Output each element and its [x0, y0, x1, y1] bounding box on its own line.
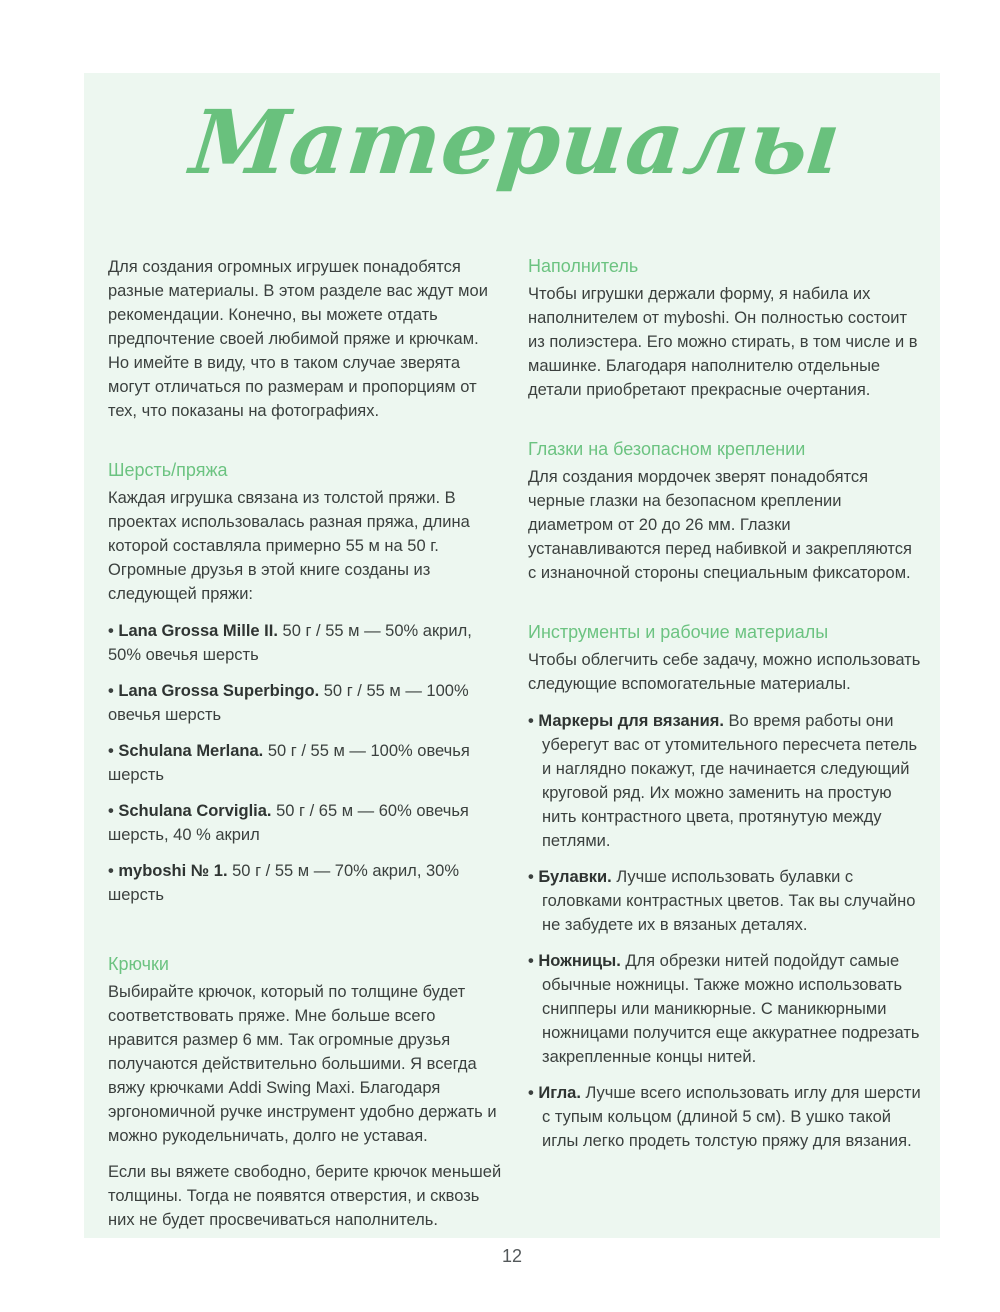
tool-item-desc: Для обрезки нитей подойдут самые обычные ножницы. Также можно использовать снипперы или маникюрные. С маникюрными ножницами получится еще аккуратнее подрезать закрепленные концы нитей.: [542, 952, 920, 1066]
hooks-paragraph-1: Выбирайте крючок, который по толщине будет соответствовать пряже. Мне больше всего нравится размер 6 мм. Так огромные друзья получаются действительно большими. Я всегда вяжу крючками Addi Swing Maxi. Благодаря эргономичной ручке инструмент удобно держать и можно рукодельничать, долго не уставая.: [108, 983, 497, 1145]
yarn-item-name: Schulana Merlana.: [118, 742, 264, 760]
yarn-list: [108, 619, 504, 907]
yarn-list-item: [108, 739, 504, 787]
yarn-item-spec: 50 г / 55 м — 100% овечья шерсть: [108, 742, 470, 784]
tools-paragraph: Чтобы облегчить себе задачу, можно использовать следующие вспомогательные материалы.: [528, 651, 921, 693]
section-heading-eyes: Глазки на безопасном креплении: [528, 439, 806, 459]
page-panel: [84, 73, 940, 1238]
yarn-item-name: Lana Grossa Mille II.: [118, 622, 278, 640]
tools-list-item: [528, 949, 924, 1069]
tools-list-item: [528, 709, 924, 853]
tools-list: [528, 709, 924, 1153]
tool-item-desc: Лучше использовать булавки с головками контрастных цветов. Так вы случайно не забудете их в вязаных деталях.: [542, 868, 916, 934]
tools-list-item: [528, 1081, 924, 1153]
section-heading-tools: Инструменты и рабочие материалы: [528, 622, 829, 642]
yarn-item-name: Schulana Corviglia.: [118, 802, 272, 820]
yarn-paragraph: Каждая игрушка связана из толстой пряжи. В проектах использовалась разная пряжа, длина которой составляла примерно 55 м на 50 г. Огромные друзья в этой книге созданы из следующей пряжи:: [108, 489, 470, 603]
tool-item-name: Маркеры для вязания.: [538, 712, 724, 730]
tool-item-desc: Во время работы они уберегут вас от утомительного пересчета петель и наглядно покажут, где начинается следующий круговой ряд. Их можно заменить на простую нить контрастного цвета, протянутую между петлями.: [542, 712, 918, 850]
section-heading-hooks: Крючки: [108, 954, 169, 974]
yarn-item-spec: 50 г / 55 м — 50% акрил, 50% овечья шерсть: [108, 622, 472, 664]
tools-list-item: [528, 865, 924, 937]
yarn-list-item: [108, 859, 504, 907]
yarn-item-spec: 50 г / 55 м — 100% овечья шерсть: [108, 682, 469, 724]
yarn-item-spec: 50 г / 65 м — 60% овечья шерсть, 40 % акрил: [108, 802, 469, 844]
right-column: [528, 255, 924, 1232]
tool-item-name: Игла.: [538, 1084, 581, 1102]
yarn-item-name: myboshi № 1.: [118, 862, 228, 880]
tool-item-desc: Лучше всего использовать иглу для шерсти с тупым кольцом (длиной 5 см). В ушко такой иглы легко продеть толстую пряжу для вязания.: [542, 1084, 921, 1150]
filler-paragraph: Чтобы игрушки держали форму, я набила их наполнителем от myboshi. Он полностью состоит из полиэстера. Его можно стирать, в том числе и в машинке. Благодаря наполнителю отдельные детали приобретают прекрасные очертания.: [528, 285, 918, 399]
yarn-item-name: Lana Grossa Superbingo.: [118, 682, 320, 700]
section-heading-yarn: Шерсть/пряжа: [108, 460, 228, 480]
tool-item-name: Ножницы.: [538, 952, 621, 970]
intro-paragraph: Для создания огромных игрушек понадобятся разные материалы. В этом разделе вас ждут мои рекомендации. Конечно, вы можете отдать предпочтение своей любимой пряже и крючкам. Но имейте в виду, что в таком случае зверята могут отличаться по размерам и пропорциям от тех, что показаны на фотографиях.: [108, 258, 488, 420]
yarn-list-item: [108, 619, 504, 667]
page-number: 12: [501, 1246, 523, 1266]
hooks-paragraph-2: Если вы вяжете свободно, берите крючок меньшей толщины. Тогда не появятся отверстия, и сквозь них не будет просвечиваться наполнитель.: [108, 1163, 502, 1229]
yarn-list-item: [108, 679, 504, 727]
tool-item-name: Булавки.: [538, 868, 612, 886]
eyes-paragraph: Для создания мордочек зверят понадобятся черные глазки на безопасном креплении диаметром от 20 до 26 мм. Глазки устанавливаются перед набивкой и закрепляются с изнаночной стороны специальным фиксатором.: [528, 468, 912, 582]
yarn-item-spec: 50 г / 55 м — 70% акрил, 30% шерсть: [108, 862, 460, 904]
page-title: Материалы: [186, 90, 846, 194]
yarn-list-item: [108, 799, 504, 847]
left-column: [108, 255, 504, 1232]
section-heading-filler: Наполнитель: [528, 256, 639, 276]
content-columns: [108, 255, 924, 1232]
